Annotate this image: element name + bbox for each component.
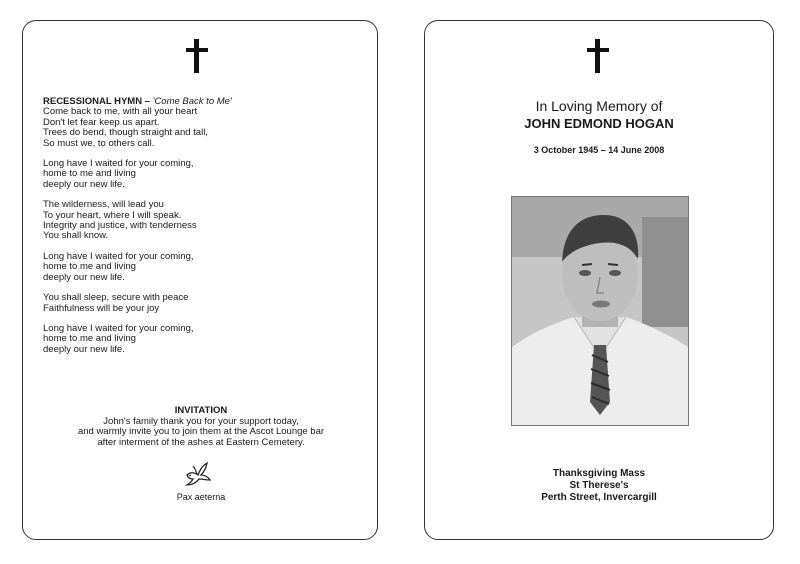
right-page [424,20,774,540]
hymn-line: home to me and living [43,168,136,180]
hymn-stanza-2 [43,159,363,190]
cross-icon [186,39,208,73]
hymn-line: deeply our new life. [43,343,125,355]
hymn-heading: RECESSIONAL HYMN – 'Come Back to Me' [43,96,232,107]
hymn-line: Don't let fear keep us apart. [43,116,160,128]
left-page [22,20,378,540]
hymn-line: Faithfulness will be your joy [43,302,160,314]
hymn-line: home to me and living [43,333,136,345]
pax-aeterna: Pax aeterna [176,492,226,502]
hymn-line: Long have I waited for your coming, [43,158,194,170]
hymn-stanza-4 [43,252,363,283]
hymn-line: You shall know. [43,230,109,242]
deceased-name: JOHN EDMOND HOGAN [524,116,674,131]
hymn-stanza-6 [43,324,363,355]
hymn-stanza-3 [43,200,363,242]
hymn-title: 'Come Back to Me' [152,96,232,107]
hymn-stanza-1 [43,97,363,149]
invitation-line: and warmly invite you to join them at the Ascot Lounge bar [77,426,325,438]
hymn-line: deeply our new life. [43,178,125,190]
hymn-line: Long have I waited for your coming, [43,322,194,334]
invitation-line: John's family thank you for your support today, [103,415,299,427]
invitation-line: after interment of the ashes at Eastern Cemetery. [97,436,305,448]
hymn-line: Come back to me, with all your heart [43,106,198,118]
service-line: St Therese's [569,480,629,491]
invitation [43,406,359,448]
hymn-line: To your heart, where I will speak. [43,209,182,221]
hymn-line: home to me and living [43,261,136,273]
hymn-stanza-5 [43,293,363,314]
hymn-line: deeply our new life. [43,271,125,283]
memorial-heading [425,98,773,132]
service-details [425,468,773,504]
cross-icon [587,39,609,73]
recessional-hymn [43,97,363,365]
hymn-line: Long have I waited for your coming, [43,250,194,262]
hymn-line: Integrity and justice, with tenderness [43,220,197,232]
service-line: Perth Street, Invercargill [541,492,657,503]
dove-icon [183,461,213,487]
portrait-photo [511,196,689,426]
hymn-line: The wilderness, will lead you [43,199,164,211]
memory-line: In Loving Memory of [535,98,663,114]
hymn-line: So must we, to others call. [43,137,155,149]
hymn-line: You shall sleep, secure with peace [43,292,189,304]
service-line: Thanksgiving Mass [552,468,646,479]
invitation-heading: INVITATION [174,405,228,416]
hymn-line: Trees do bend, though straight and tall, [43,127,208,139]
life-dates: 3 October 1945 – 14 June 2008 [533,145,665,155]
